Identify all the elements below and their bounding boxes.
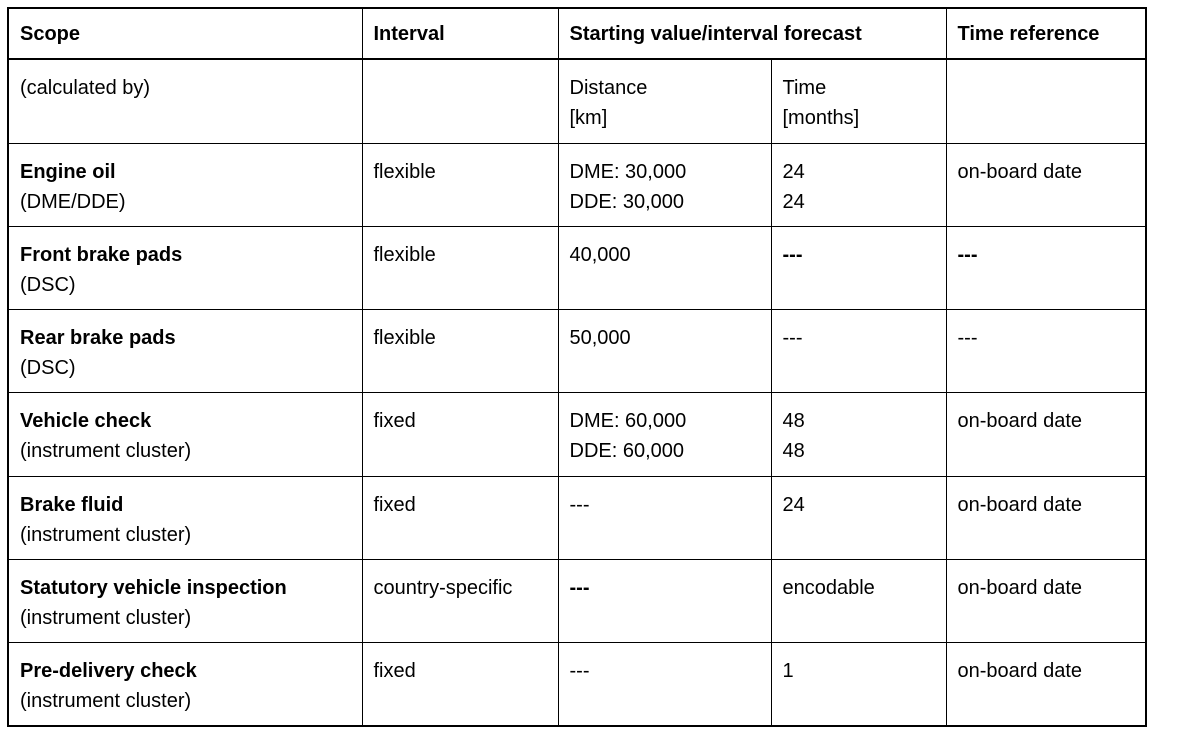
interval-cell: flexible: [362, 226, 558, 309]
distance-line1: DME: 30,000: [569, 160, 687, 183]
distance-line1: ---: [569, 659, 590, 682]
time-line2: 48: [782, 439, 805, 462]
time-reference-cell: ---: [946, 226, 1146, 309]
distance-cell: [558, 143, 771, 226]
scope-source: (instrument cluster): [20, 523, 192, 546]
scope-name: Brake fluid: [20, 493, 124, 516]
interval-cell: fixed: [362, 476, 558, 559]
subheader-distance-line2: [km]: [569, 107, 608, 129]
time-line2: 24: [782, 190, 805, 213]
time-cell: [771, 392, 946, 476]
time-reference-cell: on-board date: [946, 143, 1146, 226]
scope-cell: [8, 392, 362, 476]
interval-cell: fixed: [362, 392, 558, 476]
scope-cell: [8, 309, 362, 392]
distance-cell: [558, 309, 771, 392]
table-header-row: [8, 8, 1146, 59]
time-cell: [771, 476, 946, 559]
scope-cell: [8, 476, 362, 559]
distance-line1: 50,000: [569, 326, 631, 349]
time-line1: 24: [782, 160, 805, 183]
scope-cell: [8, 143, 362, 226]
scope-name: Statutory vehicle inspection: [20, 576, 287, 599]
table-row: [8, 559, 1146, 642]
header-starting-value: Starting value/interval forecast: [558, 8, 946, 59]
time-cell: [771, 226, 946, 309]
distance-line1: DME: 60,000: [569, 409, 687, 432]
time-reference-cell: on-board date: [946, 559, 1146, 642]
scope-cell: [8, 559, 362, 642]
scope-name: Vehicle check: [20, 409, 152, 432]
scope-cell: [8, 226, 362, 309]
distance-line2: DDE: 30,000: [569, 190, 685, 213]
service-interval-table: [7, 7, 1147, 727]
scope-name: Engine oil: [20, 160, 116, 183]
table-row: [8, 309, 1146, 392]
interval-cell: country-specific: [362, 559, 558, 642]
time-cell: [771, 559, 946, 642]
table-row: [8, 226, 1146, 309]
scope-source: (DSC): [20, 273, 76, 296]
subheader-distance-line1: Distance: [569, 77, 648, 99]
time-line1: ---: [782, 326, 803, 349]
time-reference-cell: on-board date: [946, 476, 1146, 559]
distance-line2: DDE: 60,000: [569, 439, 685, 462]
header-interval: Interval: [362, 8, 558, 59]
scope-source: (instrument cluster): [20, 689, 192, 712]
table-row: [8, 642, 1146, 726]
subheader-time-line2: [months]: [782, 107, 860, 129]
distance-cell: [558, 392, 771, 476]
distance-cell: [558, 642, 771, 726]
distance-cell: [558, 226, 771, 309]
scope-name: Rear brake pads: [20, 326, 176, 349]
interval-cell: fixed: [362, 642, 558, 726]
subheader-interval: [362, 59, 558, 143]
table-subheader-row: [8, 59, 1146, 143]
time-line1: 1: [782, 659, 794, 682]
subheader-time-reference: [946, 59, 1146, 143]
distance-cell: [558, 476, 771, 559]
scope-name: Pre-delivery check: [20, 659, 197, 682]
distance-line1: ---: [569, 493, 590, 516]
distance-line1: ---: [569, 576, 590, 599]
time-cell: [771, 642, 946, 726]
time-line1: encodable: [782, 576, 875, 599]
time-cell: [771, 143, 946, 226]
subheader-scope: (calculated by): [8, 59, 362, 143]
scope-source: (DME/DDE): [20, 190, 126, 213]
time-line1: 24: [782, 493, 805, 516]
time-reference-cell: ---: [946, 309, 1146, 392]
header-time-reference: Time reference: [946, 8, 1146, 59]
scope-source: (instrument cluster): [20, 606, 192, 629]
subheader-time-line1: Time: [782, 77, 827, 99]
time-line1: ---: [782, 243, 803, 266]
table-row: [8, 143, 1146, 226]
table-row: [8, 476, 1146, 559]
subheader-time: [771, 59, 946, 143]
scope-source: (instrument cluster): [20, 439, 192, 462]
time-reference-cell: on-board date: [946, 642, 1146, 726]
interval-cell: flexible: [362, 309, 558, 392]
distance-line1: 40,000: [569, 243, 631, 266]
interval-cell: flexible: [362, 143, 558, 226]
subheader-distance: [558, 59, 771, 143]
distance-cell: [558, 559, 771, 642]
time-line1: 48: [782, 409, 805, 432]
header-scope: Scope: [8, 8, 362, 59]
table-row: [8, 392, 1146, 476]
scope-source: (DSC): [20, 356, 76, 379]
scope-cell: [8, 642, 362, 726]
scope-name: Front brake pads: [20, 243, 183, 266]
time-reference-cell: on-board date: [946, 392, 1146, 476]
time-cell: [771, 309, 946, 392]
